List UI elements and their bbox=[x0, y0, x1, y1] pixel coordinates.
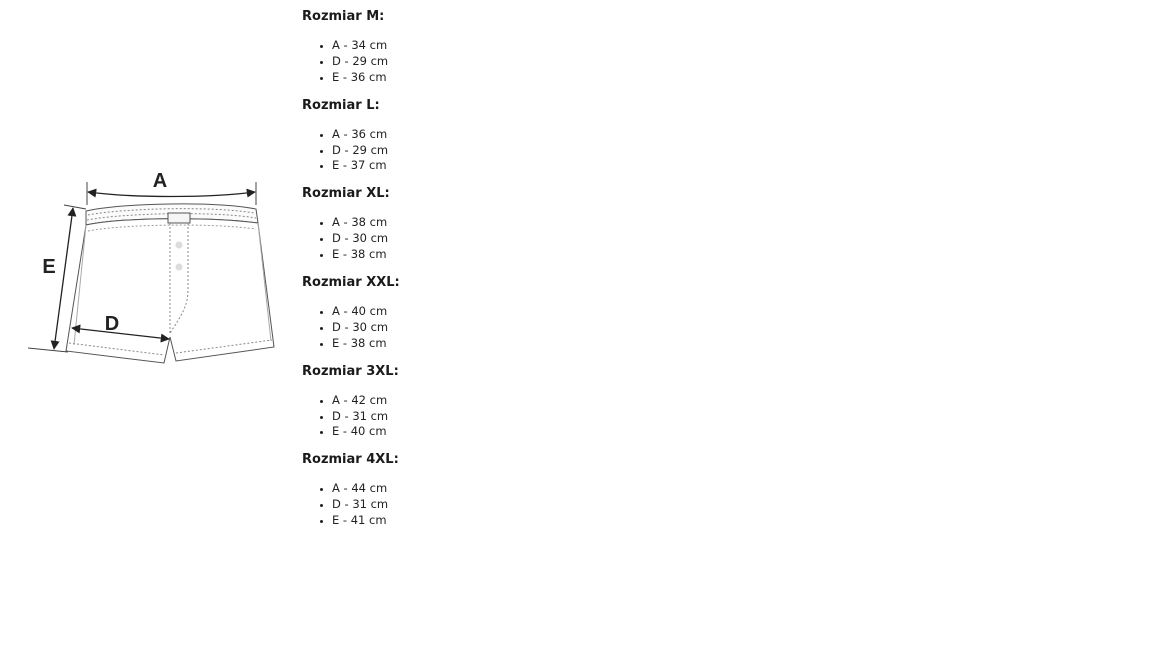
list-item: • A - 34 cm bbox=[332, 38, 702, 54]
list-item: • D - 29 cm bbox=[332, 54, 702, 70]
size-block-4xl bbox=[302, 451, 702, 529]
list-item: • E - 40 cm bbox=[332, 424, 702, 440]
list-item: • A - 44 cm bbox=[332, 481, 702, 497]
list-item: • A - 42 cm bbox=[332, 393, 702, 409]
size-measurements-list bbox=[302, 38, 702, 86]
list-item: • D - 31 cm bbox=[332, 409, 702, 425]
size-title: Rozmiar 3XL: bbox=[302, 363, 399, 379]
size-block-xl bbox=[302, 185, 702, 263]
list-item: • A - 40 cm bbox=[332, 304, 702, 320]
list-item: • E - 37 cm bbox=[332, 158, 702, 174]
list-item: • A - 36 cm bbox=[332, 127, 702, 143]
list-item: • D - 31 cm bbox=[332, 497, 702, 513]
list-item: • D - 30 cm bbox=[332, 320, 702, 336]
size-measurements-list bbox=[302, 304, 702, 352]
button-icon bbox=[176, 264, 183, 271]
list-item: • E - 36 cm bbox=[332, 70, 702, 86]
size-measurements-list bbox=[302, 393, 702, 441]
label-a: A bbox=[152, 170, 168, 192]
list-item: • E - 38 cm bbox=[332, 247, 702, 263]
list-item: • D - 30 cm bbox=[332, 231, 702, 247]
size-title: Rozmiar XL: bbox=[302, 186, 390, 202]
list-item: • D - 29 cm bbox=[332, 143, 702, 159]
size-measurements-list bbox=[302, 215, 702, 263]
list-item: • E - 41 cm bbox=[332, 513, 702, 529]
shorts-size-diagram bbox=[24, 165, 286, 375]
size-title: Rozmiar M: bbox=[302, 9, 385, 24]
size-measurements-list bbox=[302, 127, 702, 175]
size-measurements-list bbox=[302, 481, 702, 529]
size-block-xxl bbox=[302, 274, 702, 352]
size-block-3xl bbox=[302, 363, 702, 441]
label-e: E bbox=[42, 256, 56, 278]
list-item: • A - 38 cm bbox=[332, 215, 702, 231]
button-icon bbox=[176, 242, 183, 249]
measurement-a bbox=[87, 170, 256, 205]
size-title: Rozmiar 4XL: bbox=[302, 452, 399, 468]
size-title: Rozmiar L: bbox=[302, 97, 380, 113]
label-d: D bbox=[104, 313, 120, 335]
size-block-l bbox=[302, 97, 702, 175]
list-item: • E - 38 cm bbox=[332, 336, 702, 352]
size-block-m bbox=[302, 8, 702, 86]
size-title: Rozmiar XXL: bbox=[302, 275, 400, 291]
size-chart bbox=[302, 8, 702, 540]
